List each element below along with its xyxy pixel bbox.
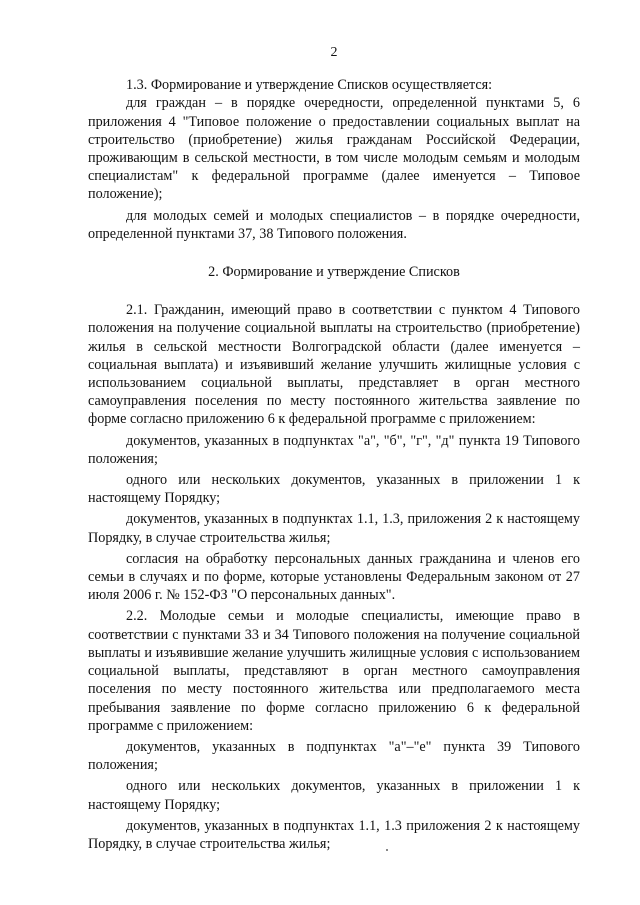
section-2-heading: 2. Формирование и утверждение Списков <box>208 264 460 281</box>
section-1-3-citizens: для граждан – в порядке очередности, определенной пунктами 5, 6 приложения 4 "Типовое положение о предоставлении социальных выплат на строительство (приобретение) жилья гражданам Российской Федерации, проживающим в сельской местности, в том числе молодым семьям и молодым специалистам" к федеральной программе (далее именуется – Типовое положение); <box>88 95 580 203</box>
paragraph-2-1: 2.1. Гражданин, имеющий право в соответствии с пунктом 4 Типового положения на получение социальной выплаты на строительство (приобретение) жилья в сельской местности Волгоградской области (далее именуется – социальная выплата) и изъявивший желание улучшить жилищные условия с использованием социальной выплаты, представляет в орган местного самоуправления поселения по месту постоянного жительства заявление по форме согласно приложению 6 к федеральной программе с приложением: <box>88 302 580 428</box>
section-1-3-young: для молодых семей и молодых специалистов – в порядке очередности, определенной пунктами 37, 38 Типового положения. <box>88 207 580 242</box>
paragraph-2-1-item: одного или нескольких документов, указанных в приложении 1 к настоящему Порядку; <box>88 472 580 507</box>
paragraph-2-1-item: документов, указанных в подпунктах 1.1, 1.3, приложения 2 к настоящему Порядку, в случае строительства жилья; <box>88 511 580 546</box>
paragraph-2-2: 2.2. Молодые семьи и молодые специалисты, имеющие право в соответствии с пунктами 33 и 34 Типового положения на получение социальной выплаты и изъявившие желание улучшить жилищные условия с использованием социальной выплаты, представляют в орган местного самоуправления поселения по месту постоянного жительства или предполагаемого места пребывания заявление по форме согласно приложению 6 к федеральной программе с приложением: <box>88 608 580 734</box>
paragraph-2-1-item: согласия на обработку персональных данных гражданина и членов его семьи в случаях и по форме, которые установлены Федеральным законом от 27 июля 2006 г. № 152-ФЗ "О персональных данных". <box>88 550 580 604</box>
paragraph-2-2-item: одного или нескольких документов, указанных в приложении 1 к настоящему Порядку; <box>88 778 580 813</box>
paragraph-2-1-item: документов, указанных в подпунктах "а", "б", "г", "д" пункта 19 Типового положения; <box>88 432 580 467</box>
paragraph-2-2-item: документов, указанных в подпунктах "а"–"е" пункта 39 Типового положения; <box>88 738 580 774</box>
page-number: 2 <box>330 45 338 60</box>
paragraph-2-2-item: документов, указанных в подпунктах 1.1, 1.3 приложения 2 к настоящему Порядку, в случае строительства жилья; <box>88 817 580 852</box>
section-1-3-intro: 1.3. Формирование и утверждение Списков осуществляется: <box>126 77 493 94</box>
scan-artifact <box>386 849 388 851</box>
